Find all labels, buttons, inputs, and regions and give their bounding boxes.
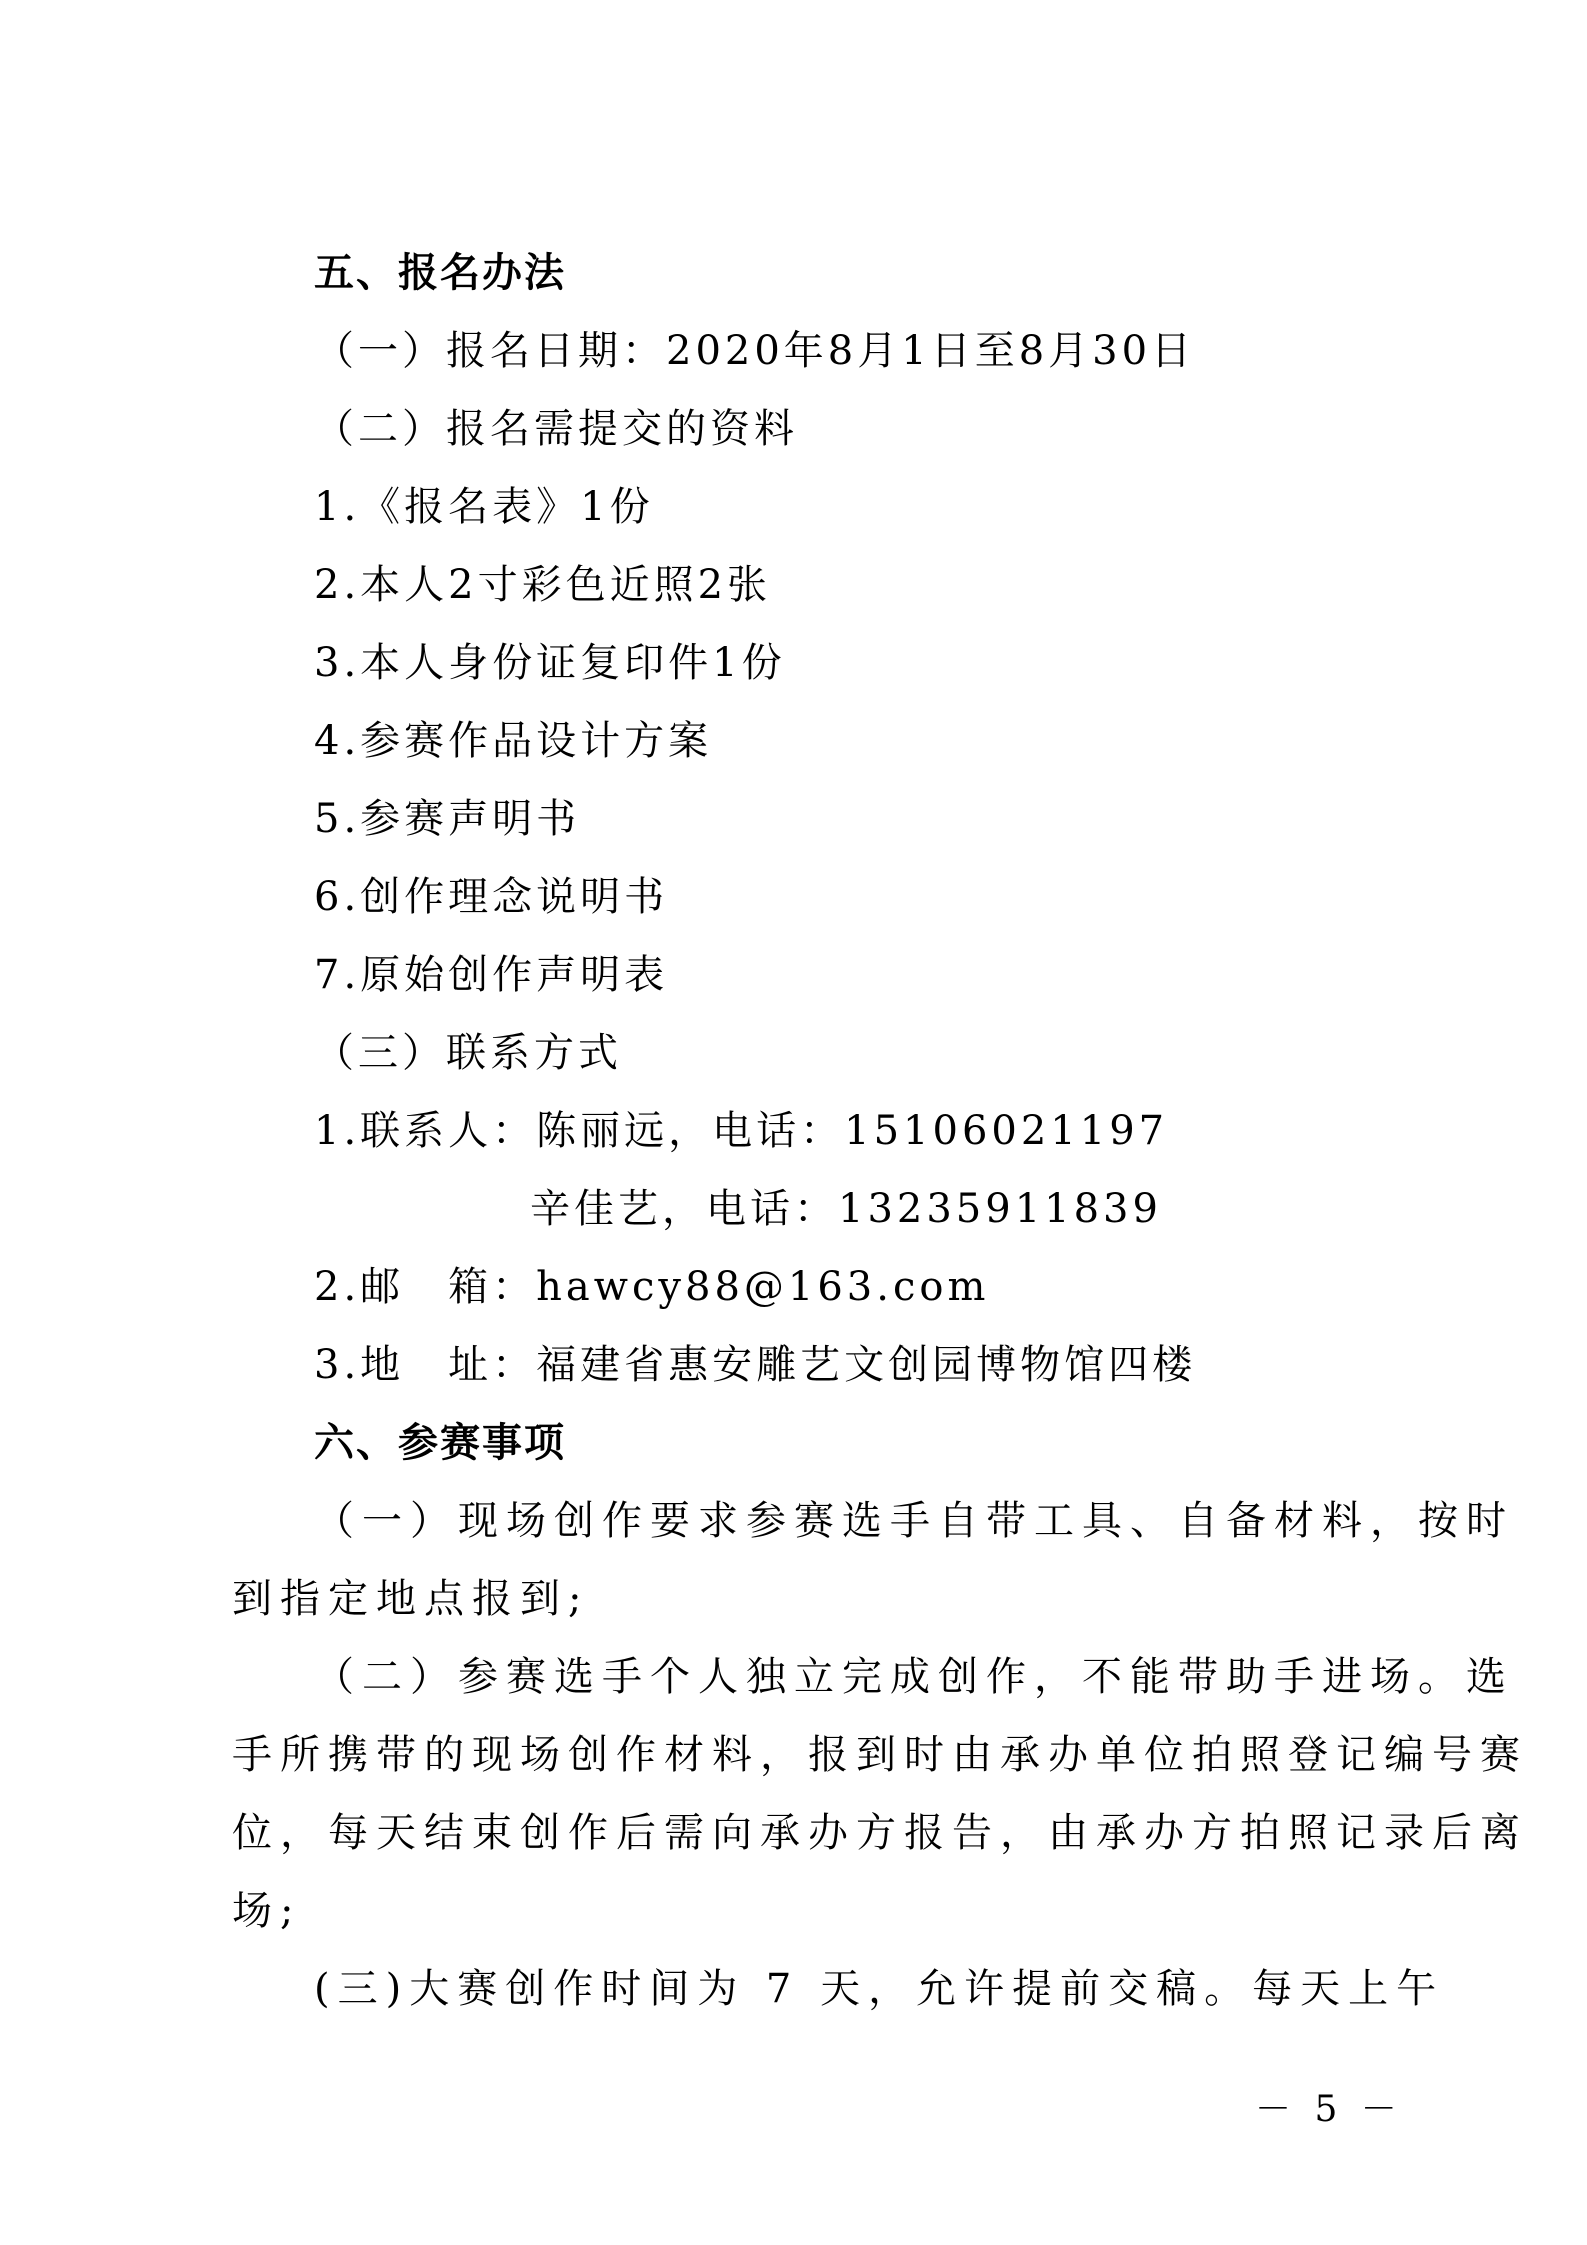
section-heading-registration: 五、报名办法 — [314, 250, 566, 296]
contact-email: 2.邮 箱：hawcy88@163.com — [314, 1264, 990, 1310]
section-heading-competition: 六、参赛事项 — [314, 1420, 566, 1466]
registration-materials-heading: （二）报名需提交的资料 — [314, 406, 798, 452]
page-number: － 5 － — [1255, 2089, 1403, 2130]
list-item: 3.本人身份证复印件1份 — [314, 640, 786, 686]
list-item: 1.《报名表》1份 — [314, 484, 654, 530]
list-item: 5.参赛声明书 — [314, 796, 581, 842]
contact-person-2: 辛佳艺，电话：13235911839 — [530, 1186, 1162, 1232]
paragraph-line: 场; — [232, 1888, 302, 1934]
paragraph-line: 到指定地点报到; — [232, 1576, 590, 1622]
paragraph-line: 位，每天结束创作后需向承办方报告，由承办方拍照记录后离 — [232, 1810, 1528, 1856]
paragraph-line: (三)大赛创作时间为 7 天，允许提前交稿。每天上午 — [314, 1966, 1445, 2012]
paragraph-line: （二）参赛选手个人独立完成创作，不能带助手进场。选 — [314, 1654, 1514, 1700]
list-item: 7.原始创作声明表 — [314, 952, 669, 998]
contact-address: 3.地 址：福建省惠安雕艺文创园博物馆四楼 — [314, 1342, 1197, 1388]
list-item: 4.参赛作品设计方案 — [314, 718, 713, 764]
list-item: 6.创作理念说明书 — [314, 874, 669, 920]
registration-date: （一）报名日期：2020年8月1日至8月30日 — [314, 328, 1196, 374]
paragraph-line: 手所携带的现场创作材料，报到时由承办单位拍照登记编号赛 — [232, 1732, 1528, 1778]
list-item: 2.本人2寸彩色近照2张 — [314, 562, 772, 608]
contact-person-1: 1.联系人：陈丽远，电话：15106021197 — [314, 1108, 1169, 1154]
contact-heading: （三）联系方式 — [314, 1030, 622, 1076]
paragraph-line: （一）现场创作要求参赛选手自带工具、自备材料，按时 — [314, 1498, 1514, 1544]
